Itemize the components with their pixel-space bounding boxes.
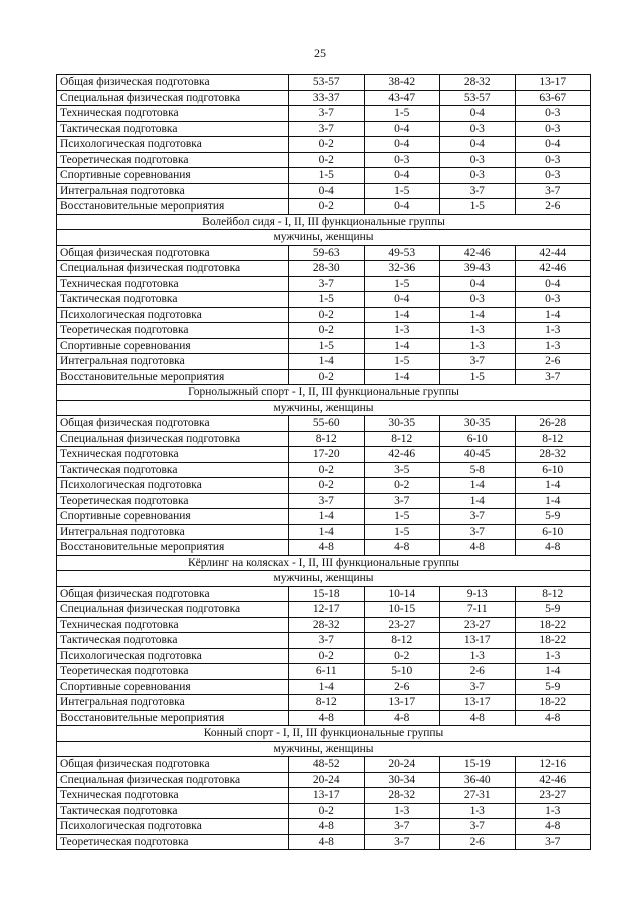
row-label: Общая физическая подготовка	[57, 75, 289, 91]
value-cell: 12-16	[515, 757, 591, 773]
value-cell: 5-8	[440, 462, 516, 478]
table-row	[57, 819, 591, 835]
value-cell: 3-7	[515, 369, 591, 385]
section-header-row	[57, 726, 591, 742]
table-row	[57, 447, 591, 463]
row-label: Психологическая подготовка	[57, 819, 289, 835]
row-label: Специальная физическая подготовка	[57, 602, 289, 618]
table-row	[57, 354, 591, 370]
row-label: Восстановительные мероприятия	[57, 369, 289, 385]
value-cell: 1-5	[289, 338, 365, 354]
value-cell: 0-3	[515, 121, 591, 137]
value-cell: 0-3	[440, 152, 516, 168]
value-cell: 15-18	[289, 586, 365, 602]
row-label: Восстановительные мероприятия	[57, 199, 289, 215]
table-row	[57, 307, 591, 323]
row-label: Спортивные соревнования	[57, 679, 289, 695]
value-cell: 53-57	[289, 75, 365, 91]
table-row	[57, 245, 591, 261]
value-cell: 4-8	[364, 540, 440, 556]
value-cell: 4-8	[515, 710, 591, 726]
value-cell: 8-12	[515, 431, 591, 447]
value-cell: 53-57	[440, 90, 516, 106]
table-row	[57, 679, 591, 695]
value-cell: 0-3	[440, 168, 516, 184]
section-subtitle: мужчины, женщины	[57, 571, 591, 587]
row-label: Спортивные соревнования	[57, 338, 289, 354]
row-label: Тактическая подготовка	[57, 803, 289, 819]
value-cell: 5-10	[364, 664, 440, 680]
table-row	[57, 617, 591, 633]
row-label: Теоретическая подготовка	[57, 493, 289, 509]
table-row	[57, 90, 591, 106]
table-row	[57, 540, 591, 556]
value-cell: 26-28	[515, 416, 591, 432]
value-cell: 1-3	[364, 323, 440, 339]
value-cell: 4-8	[364, 710, 440, 726]
value-cell: 3-7	[515, 183, 591, 199]
value-cell: 1-4	[289, 524, 365, 540]
value-cell: 3-7	[440, 819, 516, 835]
value-cell: 3-7	[440, 524, 516, 540]
row-label: Психологическая подготовка	[57, 648, 289, 664]
value-cell: 48-52	[289, 757, 365, 773]
value-cell: 1-4	[440, 478, 516, 494]
section-header-row	[57, 571, 591, 587]
value-cell: 2-6	[515, 199, 591, 215]
value-cell: 1-5	[364, 276, 440, 292]
value-cell: 3-7	[440, 354, 516, 370]
row-label: Тактическая подготовка	[57, 633, 289, 649]
row-label: Общая физическая подготовка	[57, 757, 289, 773]
value-cell: 3-7	[364, 819, 440, 835]
value-cell: 23-27	[440, 617, 516, 633]
row-label: Теоретическая подготовка	[57, 664, 289, 680]
value-cell: 3-7	[289, 633, 365, 649]
row-label: Техническая подготовка	[57, 447, 289, 463]
value-cell: 30-35	[440, 416, 516, 432]
section-subtitle: мужчины, женщины	[57, 741, 591, 757]
table-row	[57, 803, 591, 819]
value-cell: 20-24	[289, 772, 365, 788]
value-cell: 3-7	[364, 834, 440, 850]
value-cell: 10-15	[364, 602, 440, 618]
table-row	[57, 788, 591, 804]
value-cell: 4-8	[289, 834, 365, 850]
value-cell: 18-22	[515, 695, 591, 711]
row-label: Специальная физическая подготовка	[57, 90, 289, 106]
value-cell: 2-6	[440, 834, 516, 850]
row-label: Теоретическая подготовка	[57, 323, 289, 339]
value-cell: 1-4	[515, 478, 591, 494]
value-cell: 0-2	[289, 803, 365, 819]
table-row	[57, 757, 591, 773]
value-cell: 0-4	[364, 168, 440, 184]
value-cell: 13-17	[515, 75, 591, 91]
value-cell: 3-7	[440, 509, 516, 525]
table-row	[57, 772, 591, 788]
row-label: Интегральная подготовка	[57, 524, 289, 540]
value-cell: 1-4	[289, 354, 365, 370]
value-cell: 0-2	[289, 307, 365, 323]
value-cell: 36-40	[440, 772, 516, 788]
table-row	[57, 183, 591, 199]
value-cell: 0-4	[364, 199, 440, 215]
value-cell: 0-4	[289, 183, 365, 199]
value-cell: 1-5	[364, 524, 440, 540]
table-row	[57, 710, 591, 726]
value-cell: 28-30	[289, 261, 365, 277]
row-label: Тактическая подготовка	[57, 462, 289, 478]
table-row	[57, 648, 591, 664]
table-row	[57, 493, 591, 509]
table-row	[57, 292, 591, 308]
table-row	[57, 152, 591, 168]
row-label: Теоретическая подготовка	[57, 834, 289, 850]
value-cell: 1-4	[515, 307, 591, 323]
value-cell: 30-35	[364, 416, 440, 432]
row-label: Специальная физическая подготовка	[57, 431, 289, 447]
value-cell: 8-12	[364, 431, 440, 447]
value-cell: 23-27	[515, 788, 591, 804]
value-cell: 63-67	[515, 90, 591, 106]
value-cell: 2-6	[515, 354, 591, 370]
row-label: Восстановительные мероприятия	[57, 710, 289, 726]
value-cell: 1-4	[364, 369, 440, 385]
value-cell: 0-2	[289, 137, 365, 153]
row-label: Спортивные соревнования	[57, 168, 289, 184]
value-cell: 0-3	[515, 292, 591, 308]
section-title: Горнолыжный спорт - I, II, III функциональные группы	[57, 385, 591, 401]
value-cell: 4-8	[440, 540, 516, 556]
value-cell: 13-17	[289, 788, 365, 804]
value-cell: 3-7	[289, 121, 365, 137]
section-title: Кёрлинг на колясках - I, II, III функциональные группы	[57, 555, 591, 571]
value-cell: 1-4	[515, 493, 591, 509]
value-cell: 1-5	[364, 106, 440, 122]
table-row	[57, 168, 591, 184]
row-label: Техническая подготовка	[57, 276, 289, 292]
value-cell: 28-32	[289, 617, 365, 633]
value-cell: 13-17	[440, 633, 516, 649]
value-cell: 5-9	[515, 509, 591, 525]
value-cell: 42-46	[515, 261, 591, 277]
value-cell: 1-4	[289, 679, 365, 695]
table-row	[57, 323, 591, 339]
value-cell: 8-12	[289, 695, 365, 711]
row-label: Интегральная подготовка	[57, 695, 289, 711]
row-label: Специальная физическая подготовка	[57, 261, 289, 277]
value-cell: 0-2	[289, 199, 365, 215]
value-cell: 5-9	[515, 602, 591, 618]
value-cell: 12-17	[289, 602, 365, 618]
table-row	[57, 369, 591, 385]
value-cell: 4-8	[440, 710, 516, 726]
value-cell: 1-5	[364, 354, 440, 370]
table-row	[57, 276, 591, 292]
value-cell: 1-5	[440, 369, 516, 385]
value-cell: 6-10	[440, 431, 516, 447]
value-cell: 42-44	[515, 245, 591, 261]
value-cell: 3-7	[289, 106, 365, 122]
value-cell: 3-5	[364, 462, 440, 478]
value-cell: 59-63	[289, 245, 365, 261]
table-row	[57, 261, 591, 277]
value-cell: 18-22	[515, 633, 591, 649]
value-cell: 55-60	[289, 416, 365, 432]
value-cell: 30-34	[364, 772, 440, 788]
value-cell: 28-32	[440, 75, 516, 91]
value-cell: 0-2	[289, 478, 365, 494]
row-label: Общая физическая подготовка	[57, 416, 289, 432]
value-cell: 0-3	[440, 292, 516, 308]
section-header-row	[57, 741, 591, 757]
table-row	[57, 834, 591, 850]
value-cell: 1-5	[364, 183, 440, 199]
value-cell: 3-7	[440, 679, 516, 695]
table-row	[57, 524, 591, 540]
row-label: Теоретическая подготовка	[57, 152, 289, 168]
value-cell: 0-2	[364, 648, 440, 664]
value-cell: 0-3	[364, 152, 440, 168]
value-cell: 15-19	[440, 757, 516, 773]
row-label: Техническая подготовка	[57, 617, 289, 633]
row-label: Специальная физическая подготовка	[57, 772, 289, 788]
value-cell: 3-7	[515, 834, 591, 850]
value-cell: 13-17	[440, 695, 516, 711]
value-cell: 27-31	[440, 788, 516, 804]
value-cell: 4-8	[515, 819, 591, 835]
value-cell: 0-2	[289, 152, 365, 168]
row-label: Спортивные соревнования	[57, 509, 289, 525]
value-cell: 38-42	[364, 75, 440, 91]
value-cell: 1-4	[364, 307, 440, 323]
row-label: Интегральная подготовка	[57, 183, 289, 199]
section-header-row	[57, 385, 591, 401]
value-cell: 2-6	[364, 679, 440, 695]
value-cell: 8-12	[289, 431, 365, 447]
table-row	[57, 695, 591, 711]
value-cell: 1-4	[440, 307, 516, 323]
value-cell: 1-4	[515, 664, 591, 680]
value-cell: 4-8	[289, 540, 365, 556]
value-cell: 1-4	[440, 493, 516, 509]
value-cell: 1-3	[515, 323, 591, 339]
value-cell: 0-3	[515, 106, 591, 122]
value-cell: 10-14	[364, 586, 440, 602]
table-row	[57, 602, 591, 618]
table-row	[57, 509, 591, 525]
value-cell: 32-36	[364, 261, 440, 277]
value-cell: 0-3	[515, 168, 591, 184]
value-cell: 0-4	[364, 292, 440, 308]
value-cell: 0-4	[515, 276, 591, 292]
row-label: Тактическая подготовка	[57, 292, 289, 308]
value-cell: 0-4	[440, 106, 516, 122]
section-subtitle: мужчины, женщины	[57, 400, 591, 416]
page-number: 25	[314, 46, 326, 60]
value-cell: 28-32	[515, 447, 591, 463]
value-cell: 6-11	[289, 664, 365, 680]
table-row	[57, 478, 591, 494]
value-cell: 0-4	[364, 121, 440, 137]
section-header-row	[57, 214, 591, 230]
value-cell: 0-2	[289, 323, 365, 339]
value-cell: 42-46	[515, 772, 591, 788]
section-title: Конный спорт - I, II, III функциональные группы	[57, 726, 591, 742]
value-cell: 0-2	[289, 369, 365, 385]
value-cell: 3-7	[289, 276, 365, 292]
row-label: Общая физическая подготовка	[57, 245, 289, 261]
value-cell: 8-12	[515, 586, 591, 602]
value-cell: 39-43	[440, 261, 516, 277]
value-cell: 1-4	[364, 338, 440, 354]
value-cell: 0-2	[289, 648, 365, 664]
row-label: Общая физическая подготовка	[57, 586, 289, 602]
row-label: Восстановительные мероприятия	[57, 540, 289, 556]
row-label: Интегральная подготовка	[57, 354, 289, 370]
training-distribution-table	[56, 74, 591, 850]
section-header-row	[57, 230, 591, 246]
value-cell: 1-5	[289, 168, 365, 184]
row-label: Психологическая подготовка	[57, 478, 289, 494]
value-cell: 42-46	[440, 245, 516, 261]
value-cell: 0-2	[364, 478, 440, 494]
value-cell: 0-4	[440, 137, 516, 153]
value-cell: 1-4	[289, 509, 365, 525]
value-cell: 3-7	[364, 493, 440, 509]
value-cell: 6-10	[515, 524, 591, 540]
value-cell: 1-3	[515, 648, 591, 664]
value-cell: 1-3	[440, 803, 516, 819]
row-label: Психологическая подготовка	[57, 307, 289, 323]
table-row	[57, 137, 591, 153]
value-cell: 0-4	[364, 137, 440, 153]
table-row	[57, 199, 591, 215]
table-row	[57, 586, 591, 602]
value-cell: 42-46	[364, 447, 440, 463]
value-cell: 0-3	[515, 152, 591, 168]
table-row	[57, 462, 591, 478]
value-cell: 1-3	[515, 338, 591, 354]
table-row	[57, 121, 591, 137]
value-cell: 5-9	[515, 679, 591, 695]
value-cell: 0-2	[289, 462, 365, 478]
value-cell: 1-5	[440, 199, 516, 215]
value-cell: 3-7	[440, 183, 516, 199]
value-cell: 1-3	[440, 648, 516, 664]
value-cell: 7-11	[440, 602, 516, 618]
table-row	[57, 664, 591, 680]
row-label: Психологическая подготовка	[57, 137, 289, 153]
table-row	[57, 416, 591, 432]
value-cell: 23-27	[364, 617, 440, 633]
table-row	[57, 338, 591, 354]
value-cell: 1-3	[440, 323, 516, 339]
value-cell: 0-4	[440, 276, 516, 292]
row-label: Техническая подготовка	[57, 106, 289, 122]
value-cell: 4-8	[289, 710, 365, 726]
section-title: Волейбол сидя - I, II, III функциональные группы	[57, 214, 591, 230]
value-cell: 0-4	[515, 137, 591, 153]
table-row	[57, 431, 591, 447]
table-row	[57, 106, 591, 122]
value-cell: 1-5	[364, 509, 440, 525]
value-cell: 40-45	[440, 447, 516, 463]
section-header-row	[57, 400, 591, 416]
value-cell: 3-7	[289, 493, 365, 509]
value-cell: 28-32	[364, 788, 440, 804]
table-row	[57, 633, 591, 649]
value-cell: 4-8	[289, 819, 365, 835]
section-header-row	[57, 555, 591, 571]
value-cell: 0-3	[440, 121, 516, 137]
value-cell: 20-24	[364, 757, 440, 773]
value-cell: 1-3	[364, 803, 440, 819]
value-cell: 6-10	[515, 462, 591, 478]
value-cell: 49-53	[364, 245, 440, 261]
value-cell: 18-22	[515, 617, 591, 633]
value-cell: 9-13	[440, 586, 516, 602]
table-row	[57, 75, 591, 91]
value-cell: 1-3	[440, 338, 516, 354]
value-cell: 43-47	[364, 90, 440, 106]
row-label: Техническая подготовка	[57, 788, 289, 804]
value-cell: 33-37	[289, 90, 365, 106]
value-cell: 1-5	[289, 292, 365, 308]
value-cell: 1-3	[515, 803, 591, 819]
value-cell: 2-6	[440, 664, 516, 680]
row-label: Тактическая подготовка	[57, 121, 289, 137]
value-cell: 17-20	[289, 447, 365, 463]
value-cell: 8-12	[364, 633, 440, 649]
value-cell: 4-8	[515, 540, 591, 556]
value-cell: 13-17	[364, 695, 440, 711]
section-subtitle: мужчины, женщины	[57, 230, 591, 246]
